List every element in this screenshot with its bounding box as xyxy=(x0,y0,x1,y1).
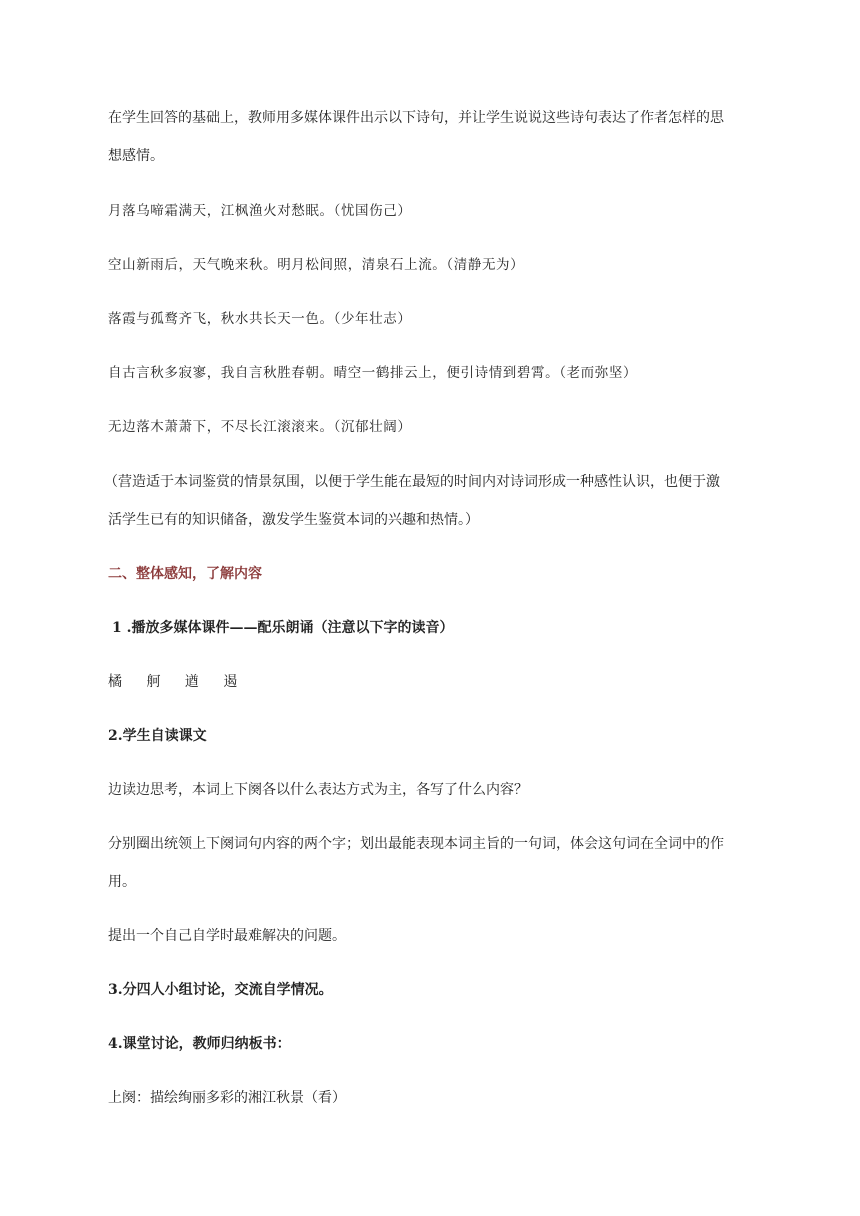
note-line-2: 活学生已有的知识储备，激发学生鉴赏本词的兴趣和热情。） xyxy=(108,512,479,528)
poem-line-1: 月落乌啼霜满天，江枫渔火对愁眠。（忧国伤己） xyxy=(108,203,412,219)
note-line-1: （营造适于本词鉴赏的情景氛围，以便于学生能在最短的时间内对诗词形成一种感性认识，也便于激 xyxy=(104,474,720,490)
step-3-heading: 3.分四人小组讨论，交流自学情况。 xyxy=(108,982,333,998)
step-1-heading: 1 .播放多媒体课件——配乐朗诵（注意以下字的读音） xyxy=(112,620,454,636)
poem-line-3: 落霞与孤鹜齐飞，秋水共长天一色。（少年壮志） xyxy=(108,311,412,327)
poem-line-4: 自古言秋多寂寥，我自言秋胜春朝。晴空一鹤排云上，便引诗情到碧霄。（老而弥坚） xyxy=(108,365,638,381)
step-2-heading: 2.学生自读课文 xyxy=(108,728,207,744)
question-2-line-1: 分别圈出统领上下阕词句内容的两个字；划出最能表现本词主旨的一句词，体会这句词在全词中的作 xyxy=(108,836,724,852)
poem-line-2: 空山新雨后，天气晚来秋。明月松间照，清泉石上流。（清静无为） xyxy=(108,257,525,273)
step-4-heading: 4.课堂讨论，教师归纳板书： xyxy=(108,1036,291,1052)
pronounce-char-1: 橘 xyxy=(108,674,122,690)
question-3: 提出一个自己自学时最难解决的问题。 xyxy=(108,928,346,944)
board-note-1: 上阕：描绘绚丽多彩的湘江秋景（看） xyxy=(108,1090,346,1106)
pronounce-char-4: 遏 xyxy=(223,674,238,690)
question-1: 边读边思考，本词上下阕各以什么表达方式为主，各写了什么内容？ xyxy=(108,782,528,798)
paragraph-intro-line-2: 想感情。 xyxy=(108,148,164,164)
pronounce-char-3: 遒 xyxy=(184,674,199,690)
question-2-line-2: 用。 xyxy=(108,874,136,890)
poem-line-5: 无边落木萧萧下，不尽长江滚滚来。（沉郁壮阔） xyxy=(108,419,412,435)
paragraph-intro-line-1: 在学生回答的基础上，教师用多媒体课件出示以下诗句，并让学生说说这些诗句表达了作者怎样的思 xyxy=(108,110,724,126)
section-heading: 二、整体感知，了解内容 xyxy=(108,566,262,582)
pronunciation-characters xyxy=(108,672,257,692)
pronounce-char-2: 舸 xyxy=(146,674,161,690)
